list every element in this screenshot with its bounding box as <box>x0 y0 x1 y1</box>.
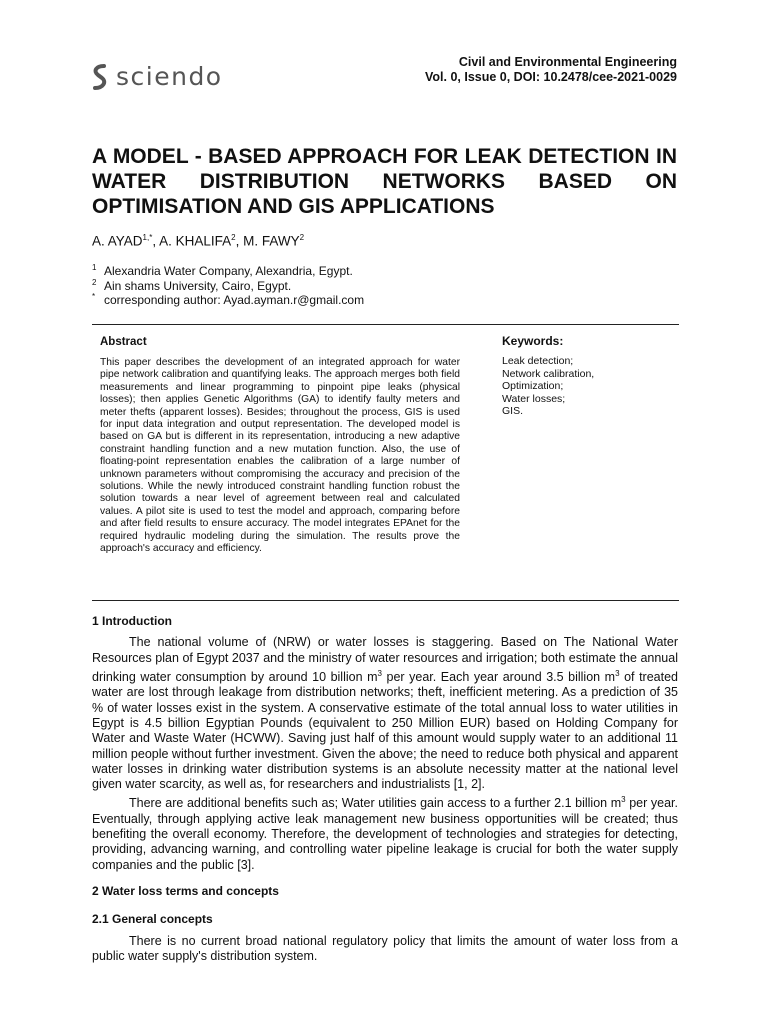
intro-paragraph-2 <box>92 792 678 873</box>
author-affiliation-mark: 1,* <box>142 233 153 242</box>
abstract-heading: Abstract <box>100 336 147 348</box>
paragraph-text: per year. Eventually, through applying active leak management new business opportunities will be created; thus benefiting the overall economy. Therefore, the development of technologies and strategies for detecting, providing, advancing warning, and controlling water pipeline leakage is crucial for both the water supply companies and the public [3]. <box>92 796 678 872</box>
affiliations <box>92 264 364 308</box>
journal-info <box>425 55 677 85</box>
section2-paragraph-1: There is no current broad national regulatory policy that limits the amount of water loss from a public water supply's distribution system. <box>92 933 678 963</box>
sciendo-logo-icon <box>90 63 110 91</box>
corresponding-author-email[interactable]: corresponding author: Ayad.ayman.r@gmail.com <box>104 293 365 307</box>
author-affiliation-mark: 2 <box>299 233 305 242</box>
affiliation-text: Alexandria Water Company, Alexandria, Egypt. <box>104 264 353 278</box>
paper-title: A MODEL - BASED APPROACH FOR LEAK DETECTION IN WATER DISTRIBUTION NETWORKS BASED ON OPTIMISATION AND GIS APPLICATIONS <box>92 145 677 218</box>
journal-issue: Vol. 0, Issue 0, DOI: 10.2478/cee-2021-0029 <box>424 70 677 84</box>
author-list <box>92 233 304 249</box>
divider-top <box>92 324 679 325</box>
journal-name: Civil and Environmental Engineering <box>458 55 677 69</box>
superscript: 3 <box>615 668 620 678</box>
keyword-item: Leak detection; <box>502 355 574 368</box>
keyword-item: Network calibration, <box>502 367 595 380</box>
superscript: 3 <box>621 795 626 805</box>
keyword-item: Optimization; <box>502 380 564 393</box>
abstract-text: This paper describes the development of an integrated approach for water pipe network calibration and quantifying leaks. The approach merges both field measurements and linear programming to pinpoint pipe leaks (physical losses); then applies Genetic Algorithms (GA) to identify faulty meters and meter thefts (apparent losses). Besides; throughout the process, GIS is used for input data integration and output representation. The developed model is based on GA but is different in its representation, introducing a new adaptive constraint handling function and a new mutation function. Also, the use of floating-point representation enables the calibration of a large number of unknown parameters without compromising the accuracy and precision of the solutions. While the newly introduced constraint handling function robust the solution towards a near level of agreement between real and calculated values. A pilot site is used to test the model and approach, comparing before and after field results to ensure accuracy. The model integrates EPAnet for the required hydraulic modeling during the simulation. The results prove the approach's accuracy and efficiency. <box>100 357 460 555</box>
divider-bottom <box>92 600 679 601</box>
section-heading: 1 Introduction <box>92 614 172 628</box>
affiliation-mark: 1 <box>92 263 97 272</box>
keyword-item: GIS. <box>502 405 524 418</box>
affiliation-mark: 2 <box>92 277 97 287</box>
author-name: M. FAWY <box>243 233 300 249</box>
affiliation-item <box>92 264 364 279</box>
abstract-section <box>100 336 460 556</box>
author-name: A. AYAD <box>92 233 143 249</box>
affiliation-mark: * <box>92 292 96 301</box>
affiliation-text: Ain shams University, Cairo, Egypt. <box>104 278 292 293</box>
paragraph-text: per year. Each year around 3.5 billion m <box>381 670 616 685</box>
author-separator: , <box>235 233 244 249</box>
paragraph-text: The national volume of (NRW) or water losses is staggering. Based on The National Water Resources plan of Egypt 2037 and the ministry of water resources and irrigation; both estimate the annual drinking water consumption by around 10 billion m <box>92 635 678 685</box>
author-separator: , <box>152 233 160 249</box>
affiliation-item <box>92 279 364 294</box>
superscript: 3 <box>377 668 382 678</box>
introduction-section <box>92 614 678 873</box>
subsection-heading: 2.1 General concepts <box>92 912 213 927</box>
section-2 <box>92 884 678 964</box>
sciendo-logo <box>90 62 223 91</box>
paragraph-text: of treated water are lost through leakage from distribution networks; theft, inefficient metering. As a prediction of 35 % of water losses exist in the system. A conservative estimate of the total annual loss to water utilities in Egypt is 4.5 billion Egyptian Pounds (equivalent to 250 Million EUR) based on Holding Company for Water and Waste Water (HCWW). Saving just half of this amount would supply water to an additional 11 million people without further investment. Given the above; the need to reduce both physical and apparent water losses in drinking water distribution systems is an absolute necessity matter at the national level given water scarcity, as well as, for researchers and industrialists [1, 2]. <box>92 670 678 792</box>
brand-name: sciendo <box>116 62 223 91</box>
paragraph-text: There are additional benefits such as; Water utilities gain access to a further 2.1 billion m <box>129 796 622 811</box>
affiliation-item <box>92 293 364 308</box>
author-name: A. KHALIFA <box>159 233 232 249</box>
keywords-heading: Keywords: <box>502 334 564 348</box>
section-heading: 2 Water loss terms and concepts <box>92 884 279 898</box>
keywords-section <box>502 335 672 417</box>
intro-paragraph-1 <box>92 635 678 792</box>
keyword-item: Water losses; <box>502 392 566 405</box>
author-affiliation-mark: 2 <box>231 233 236 242</box>
